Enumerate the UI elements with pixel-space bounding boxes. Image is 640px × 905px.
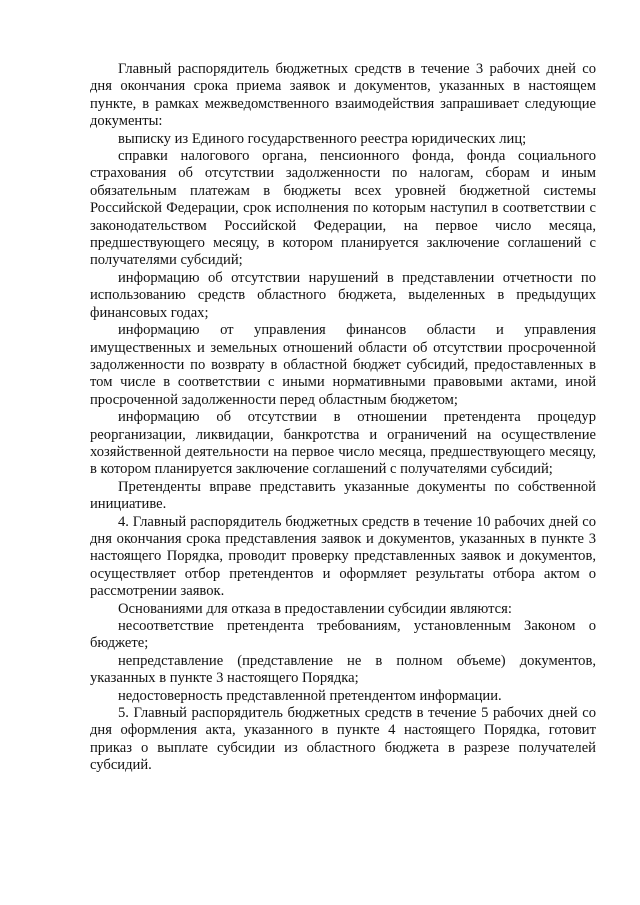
paragraph-item-4: 4. Главный распорядитель бюджетных средств в течение 10 рабочих дней со дня окончания срока представления заявок и документов, указанных в пункте 3 настоящего Порядка, проводит проверку представленных заявок и документов, осуществляет отбор претендентов и оформляет результаты отбора актом о рассмотрении заявок. (90, 513, 596, 600)
paragraph-egrul-extract: выписку из Единого государственного реестра юридических лиц; (118, 130, 527, 147)
paragraph-reorganization-info: информацию об отсутствии в отношении претендента процедур реорганизации, ликвидации, банкротства и ограничений на осуществление хозяйственной деятельности на первое число месяца, предшествующего месяцу, в котором планируется заключение соглашений с получателями субсидий; (90, 409, 596, 478)
paragraph-refusal-noncompliance: несоответствие претендента требованиям, установленным Законом о бюджете; (90, 618, 596, 652)
document-page (90, 61, 596, 775)
paragraph-refusal-missing-docs: непредставление (представление не в полном объеме) документов, указанных в пункте 3 настоящего Порядка; (90, 652, 596, 687)
paragraph-reporting-violations: информацию об отсутствии нарушений в представлении отчетности по использованию средств областного бюджета, выделенных в предыдущих финансовых годах; (90, 269, 596, 321)
paragraph-own-initiative: Претенденты вправе представить указанные документы по собственной инициативе. (90, 478, 596, 513)
paragraph-refusal-false-info: недостоверность представленной претендентом информации. (118, 687, 502, 704)
paragraph-tax-certificates: справки налогового органа, пенсионного фонда, фонда социального страхования об отсутствии задолженности по налогам, сборам и иным обязательным платежам в бюджеты всех уровней бюджетной системы Российской Федерации, срок исполнения по которым наступил в соответствии с законодательством Российской Федерации, на первое число месяца, предшествующего месяцу, в котором планируется заключение соглашений с получателями субсидий; (90, 148, 596, 269)
paragraph-refusal-grounds: Основаниями для отказа в предоставлении субсидии являются: (118, 600, 512, 617)
paragraph-request-documents: Главный распорядитель бюджетных средств в течение 3 рабочих дней со дня окончания срока приема заявок и документов, указанных в настоящем пункте, в рамках межведомственного взаимодействия запрашивает следующие документы: (90, 61, 596, 130)
paragraph-item-5: 5. Главный распорядитель бюджетных средств в течение 5 рабочих дней со дня оформления акта, указанного в пункте 4 настоящего Порядка, готовит приказ о выплате субсидии из областного бюджета в разрезе получателей субсидий. (90, 705, 596, 774)
paragraph-finance-debt-info: информацию от управления финансов области и управления имущественных и земельных отношений области об отсутствии просроченной задолженности по возврату в областной бюджет субсидий, предоставленных в том числе в соответствии с иными нормативными правовыми актами, иной просроченной задолженности перед областным бюджетом; (90, 322, 596, 408)
